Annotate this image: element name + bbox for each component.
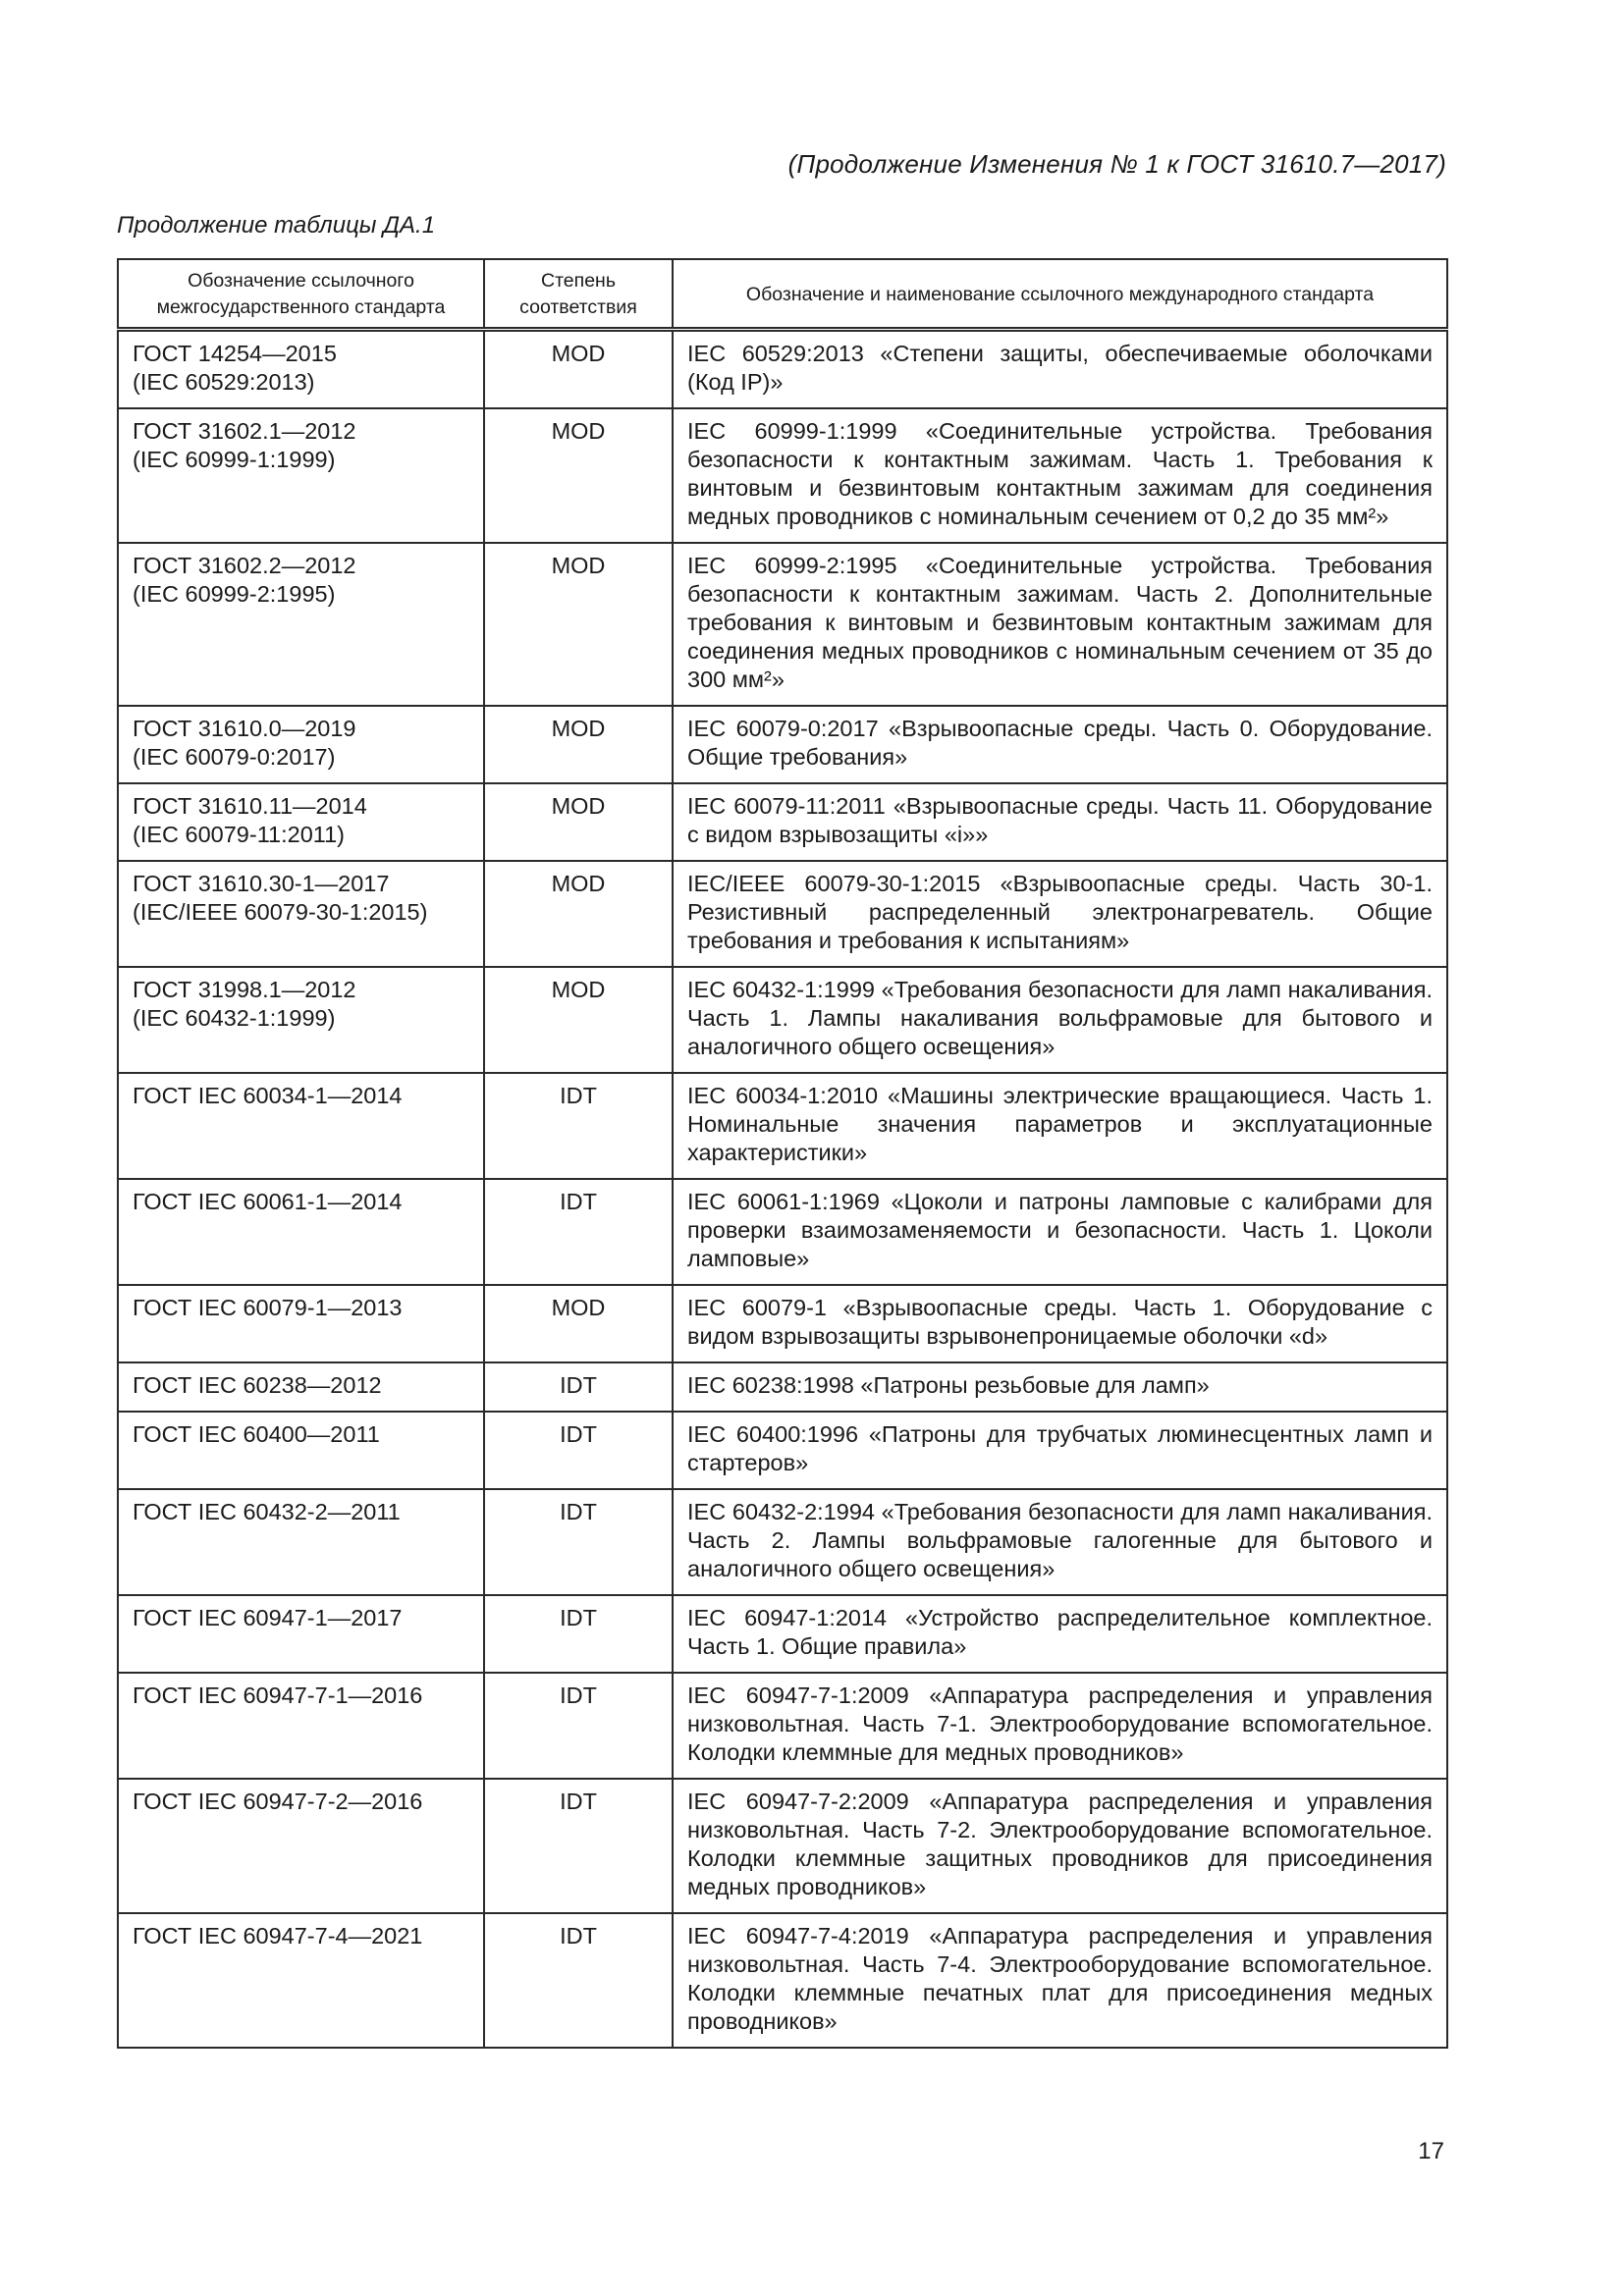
degree-cell: IDT [484,1179,673,1285]
reference-standards-table [117,258,1448,2049]
degree-cell: MOD [484,861,673,967]
column-header-interstate-standard: Обозначение ссылочного межгосударственного стандарта [118,259,484,330]
table-row [118,330,1447,409]
interstate-standard-cell: ГОСТ 31610.0—2019 (IEC 60079-0:2017) [118,706,484,783]
interstate-standard-cell: ГОСТ 31602.1—2012 (IEC 60999-1:1999) [118,408,484,543]
table-row [118,783,1447,861]
interstate-standard-cell: ГОСТ 14254—2015 (IEC 60529:2013) [118,330,484,409]
international-standard-cell: IEC 60079-11:2011 «Взрывоопасные среды. Часть 11. Оборудование с видом взрывозащиты «i»» [673,783,1447,861]
running-header: (Продолжение Изменения № 1 к ГОСТ 31610.7—2017) [787,149,1446,179]
table-row [118,706,1447,783]
table-row [118,1285,1447,1362]
international-standard-cell: IEC 60947-1:2014 «Устройство распределительное комплектное. Часть 1. Общие правила» [673,1595,1447,1673]
international-standard-cell: IEC 60400:1996 «Патроны для трубчатых люминесцентных ламп и стартеров» [673,1412,1447,1489]
table-row [118,1913,1447,2048]
column-header-international-standard: Обозначение и наименование ссылочного международного стандарта [673,259,1447,330]
international-standard-cell: IEC 60999-2:1995 «Соединительные устройства. Требования безопасности к контактным зажимам. Часть 2. Дополнительные требования к винтовым и безвинтовым контактным зажимам для соединения медных проводников с номинальным сечением от 35 до 300 мм²» [673,543,1447,706]
interstate-standard-cell: ГОСТ IEC 60947-1—2017 [118,1595,484,1673]
degree-cell: MOD [484,1285,673,1362]
interstate-standard-cell: ГОСТ IEC 60947-7-4—2021 [118,1913,484,2048]
degree-cell: MOD [484,783,673,861]
degree-cell: IDT [484,1362,673,1412]
degree-cell: IDT [484,1595,673,1673]
table-row [118,967,1447,1073]
degree-cell: IDT [484,1913,673,2048]
table-row [118,1673,1447,1779]
degree-cell: IDT [484,1073,673,1179]
table-body [118,330,1447,2049]
table-row [118,408,1447,543]
interstate-standard-cell: ГОСТ IEC 60432-2—2011 [118,1489,484,1595]
page-number: 17 [1418,2138,1444,2164]
international-standard-cell: IEC 60079-1 «Взрывоопасные среды. Часть 1. Оборудование с видом взрывозащиты взрывонепроницаемые оболочки «d» [673,1285,1447,1362]
international-standard-cell: IEC 60034-1:2010 «Машины электрические вращающиеся. Часть 1. Номинальные значения параметров и эксплуатационные характеристики» [673,1073,1447,1179]
interstate-standard-cell: ГОСТ 31610.11—2014 (IEC 60079-11:2011) [118,783,484,861]
table-row [118,1362,1447,1412]
table-header-row [118,259,1447,330]
interstate-standard-cell: ГОСТ IEC 60079-1—2013 [118,1285,484,1362]
international-standard-cell: IEC 60999-1:1999 «Соединительные устройства. Требования безопасности к контактным зажимам. Часть 1. Требования к винтовым и безвинтовым контактным зажимам для соединения медных проводников с номинальным сечением от 0,2 до 35 мм²» [673,408,1447,543]
interstate-standard-cell: ГОСТ IEC 60947-7-2—2016 [118,1779,484,1913]
interstate-standard-cell: ГОСТ 31998.1—2012 (IEC 60432-1:1999) [118,967,484,1073]
interstate-standard-cell: ГОСТ IEC 60034-1—2014 [118,1073,484,1179]
table-row [118,1179,1447,1285]
table-row [118,1073,1447,1179]
international-standard-cell: IEC 60238:1998 «Патроны резьбовые для ламп» [673,1362,1447,1412]
international-standard-cell: IEC 60947-7-2:2009 «Аппаратура распределения и управления низковольтная. Часть 7-2. Электрооборудование вспомогательное. Колодки клеммные защитных проводников для присоединения медных проводников» [673,1779,1447,1913]
interstate-standard-cell: ГОСТ 31602.2—2012 (IEC 60999-2:1995) [118,543,484,706]
table-row [118,861,1447,967]
degree-cell: MOD [484,408,673,543]
degree-cell: IDT [484,1412,673,1489]
table-row [118,1412,1447,1489]
international-standard-cell: IEC/IEEE 60079-30-1:2015 «Взрывоопасные среды. Часть 30-1. Резистивный распределенный электронагреватель. Общие требования и требования к испытаниям» [673,861,1447,967]
table-row [118,543,1447,706]
interstate-standard-cell: ГОСТ IEC 60947-7-1—2016 [118,1673,484,1779]
international-standard-cell: IEC 60529:2013 «Степени защиты, обеспечиваемые оболочками (Код IP)» [673,330,1447,409]
table-caption: Продолжение таблицы ДА.1 [117,212,436,239]
table-row [118,1595,1447,1673]
international-standard-cell: IEC 60432-2:1994 «Требования безопасности для ламп накаливания. Часть 2. Лампы вольфрамовые галогенные для бытового и аналогичного общего освещения» [673,1489,1447,1595]
degree-cell: MOD [484,967,673,1073]
interstate-standard-cell: ГОСТ 31610.30-1—2017 (IEC/IEEE 60079-30-1:2015) [118,861,484,967]
degree-cell: MOD [484,706,673,783]
table-row [118,1779,1447,1913]
degree-cell: MOD [484,330,673,409]
column-header-degree: Степень соответствия [484,259,673,330]
table-header [118,259,1447,330]
interstate-standard-cell: ГОСТ IEC 60061-1—2014 [118,1179,484,1285]
interstate-standard-cell: ГОСТ IEC 60400—2011 [118,1412,484,1489]
degree-cell: IDT [484,1779,673,1913]
degree-cell: IDT [484,1489,673,1595]
degree-cell: IDT [484,1673,673,1779]
international-standard-cell: IEC 60947-7-4:2019 «Аппаратура распределения и управления низковольтная. Часть 7-4. Электрооборудование вспомогательное. Колодки клеммные печатных плат для присоединения медных проводников» [673,1913,1447,2048]
degree-cell: MOD [484,543,673,706]
international-standard-cell: IEC 60061-1:1969 «Цоколи и патроны ламповые с калибрами для проверки взаимозаменяемости и безопасности. Часть 1. Цоколи ламповые» [673,1179,1447,1285]
interstate-standard-cell: ГОСТ IEC 60238—2012 [118,1362,484,1412]
international-standard-cell: IEC 60079-0:2017 «Взрывоопасные среды. Часть 0. Оборудование. Общие требования» [673,706,1447,783]
table-row [118,1489,1447,1595]
international-standard-cell: IEC 60432-1:1999 «Требования безопасности для ламп накаливания. Часть 1. Лампы накаливания вольфрамовые для бытового и аналогичного общего освещения» [673,967,1447,1073]
international-standard-cell: IEC 60947-7-1:2009 «Аппаратура распределения и управления низковольтная. Часть 7-1. Электрооборудование вспомогательное. Колодки клеммные для медных проводников» [673,1673,1447,1779]
